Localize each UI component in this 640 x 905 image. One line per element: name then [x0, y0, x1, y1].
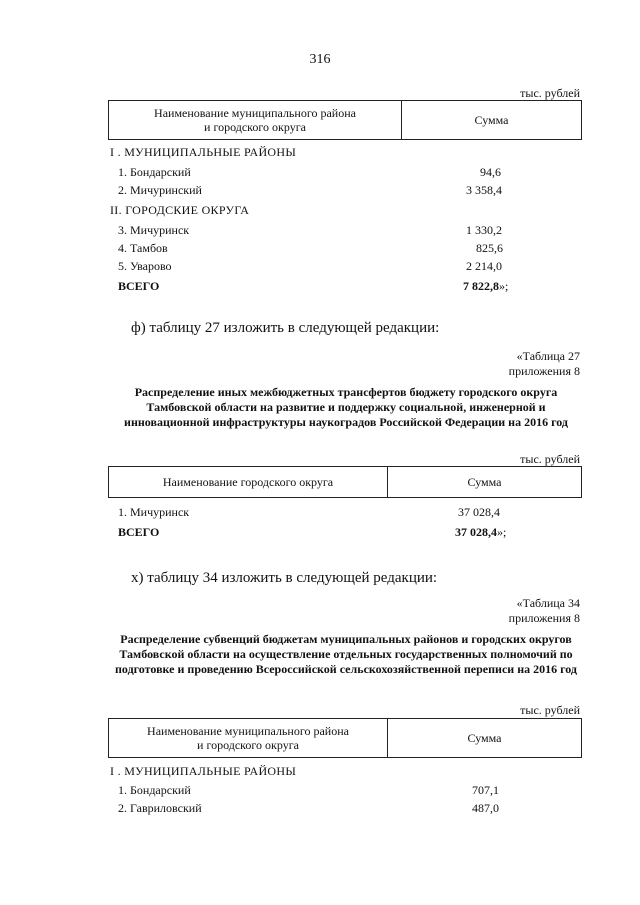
table1-row-name: 2. Мичуринский — [118, 183, 202, 197]
table1-row-value: 1 330,2 — [466, 223, 502, 237]
table1-header-sum: Сумма — [402, 101, 582, 140]
table34-row-name: 2. Гавриловский — [118, 801, 202, 815]
table34-row-value: 487,0 — [472, 801, 499, 815]
table27-total-label: ВСЕГО — [118, 525, 160, 539]
table34-unit: тыс. рублей — [520, 703, 580, 717]
table27-reference: «Таблица 27 приложения 8 — [508, 349, 580, 378]
table1-row-name: 5. Уварово — [118, 259, 172, 273]
table34-section-districts: I . МУНИЦИПАЛЬНЫЕ РАЙОНЫ — [110, 764, 297, 778]
table27-unit: тыс. рублей — [520, 452, 580, 466]
table34-header-name: Наименование муниципального района и городского округа — [109, 719, 388, 758]
table1-row-name: 3. Мичуринск — [118, 223, 190, 237]
table27-title: Распределение иных межбюджетных трансфертов бюджету городского округа Тамбовской области на развитие и поддержку социальной, инженерной и инновационной инфраструктуры наукоградов Российской Федерации на 2016 год — [124, 385, 568, 429]
instruction-f: ф) таблицу 27 изложить в следующей редакции: — [131, 320, 440, 336]
table34-reference: «Таблица 34 приложения 8 — [508, 596, 580, 625]
table27-total: 37 028,4»; — [455, 525, 507, 539]
table27-header-name: Наименование городского округа — [109, 467, 388, 498]
table34-header — [108, 718, 582, 758]
table1-header-name: Наименование муниципального района и городского округа — [109, 101, 402, 140]
table1-row-name: 4. Тамбов — [118, 241, 168, 255]
table34-title: Распределение субвенций бюджетам муниципальных районов и городских округов Тамбовской области на осуществление отдельных государственных полномочий по подготовке и проведению Всероссийской сельскохозяйственной переписи на 2016 год — [115, 632, 577, 676]
instruction-h: х) таблицу 34 изложить в следующей редакции: — [131, 570, 438, 586]
table1-section-cities: II. ГОРОДСКИЕ ОКРУГА — [110, 203, 250, 217]
table1-header — [108, 100, 582, 140]
table1-row-value: 3 358,4 — [466, 183, 502, 197]
table27-header-sum: Сумма — [388, 467, 582, 498]
table1-row-value: 2 214,0 — [466, 259, 502, 273]
table34-row-value: 707,1 — [472, 783, 499, 797]
table1-total-label: ВСЕГО — [118, 279, 160, 293]
table1-total: 7 822,8»; — [463, 279, 509, 293]
table34-row-name: 1. Бондарский — [118, 783, 191, 797]
table1-section-districts: I . МУНИЦИПАЛЬНЫЕ РАЙОНЫ — [110, 145, 297, 159]
table1-unit: тыс. рублей — [520, 86, 580, 100]
table27-row-value: 37 028,4 — [458, 505, 500, 519]
table34-header-sum: Сумма — [388, 719, 582, 758]
table1-row-name: 1. Бондарский — [118, 165, 191, 179]
table27-header — [108, 466, 582, 498]
table1-row-value: 94,6 — [480, 165, 501, 179]
table1-row-value: 825,6 — [476, 241, 503, 255]
table27-row-name: 1. Мичуринск — [118, 505, 190, 519]
page-number: 316 — [309, 52, 331, 67]
